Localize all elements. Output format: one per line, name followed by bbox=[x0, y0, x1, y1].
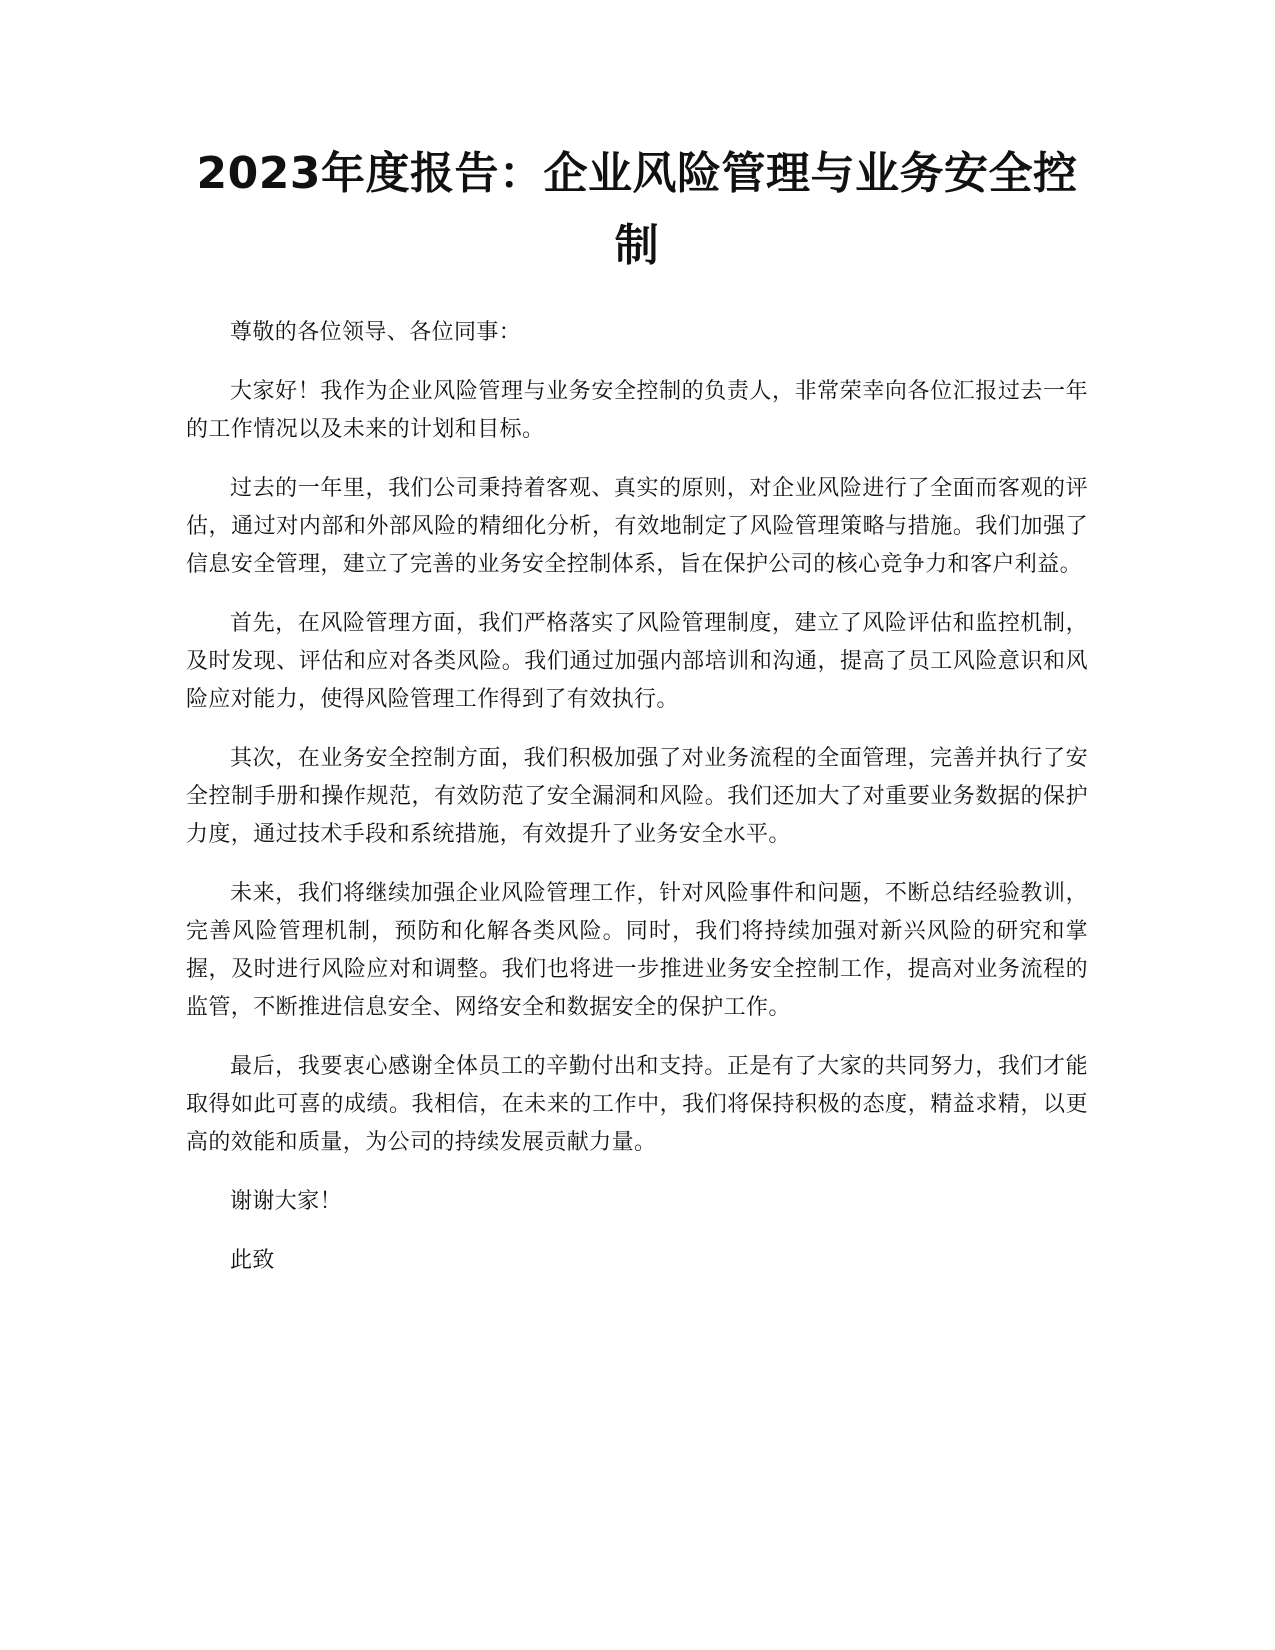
paragraph-business-security: 其次，在业务安全控制方面，我们积极加强了对业务流程的全面管理，完善并执行了安全控制手册和操作规范，有效防范了安全漏洞和风险。我们还加大了对重要业务数据的保护力度，通过技术手段和系统措施，有效提升了业务安全水平。 bbox=[186, 746, 1088, 847]
closing-thanks: 谢谢大家！ bbox=[230, 1189, 343, 1214]
paragraph-greeting: 大家好！我作为企业风险管理与业务安全控制的负责人，非常荣幸向各位汇报过去一年的工作情况以及未来的计划和目标。 bbox=[186, 379, 1088, 442]
salutation: 尊敬的各位领导、各位同事： bbox=[230, 320, 522, 345]
paragraph-past-year: 过去的一年里，我们公司秉持着客观、真实的原则，对企业风险进行了全面而客观的评估，通过对内部和外部风险的精细化分析，有效地制定了风险管理策略与措施。我们加强了信息安全管理，建立了完善的业务安全控制体系，旨在保护公司的核心竞争力和客户利益。 bbox=[186, 476, 1088, 577]
closing-regards: 此致 bbox=[230, 1248, 275, 1273]
paragraph-thanks: 最后，我要衷心感谢全体员工的辛勤付出和支持。正是有了大家的共同努力，我们才能取得如此可喜的成绩。我相信，在未来的工作中，我们将保持积极的态度，精益求精，以更高的效能和质量，为公司的持续发展贡献力量。 bbox=[186, 1054, 1088, 1155]
paragraph-risk-management: 首先，在风险管理方面，我们严格落实了风险管理制度，建立了风险评估和监控机制，及时发现、评估和应对各类风险。我们通过加强内部培训和沟通，提高了员工风险意识和风险应对能力，使得风险管理工作得到了有效执行。 bbox=[186, 611, 1088, 712]
document-title: 2023年度报告：企业风险管理与业务安全控制 bbox=[196, 148, 1078, 271]
document-page bbox=[186, 138, 1088, 1301]
paragraph-future-plans: 未来，我们将继续加强企业风险管理工作，针对风险事件和问题，不断总结经验教训，完善风险管理机制，预防和化解各类风险。同时，我们将持续加强对新兴风险的研究和掌握，及时进行风险应对和调整。我们也将进一步推进业务安全控制工作，提高对业务流程的监管，不断推进信息安全、网络安全和数据安全的保护工作。 bbox=[186, 881, 1088, 1020]
